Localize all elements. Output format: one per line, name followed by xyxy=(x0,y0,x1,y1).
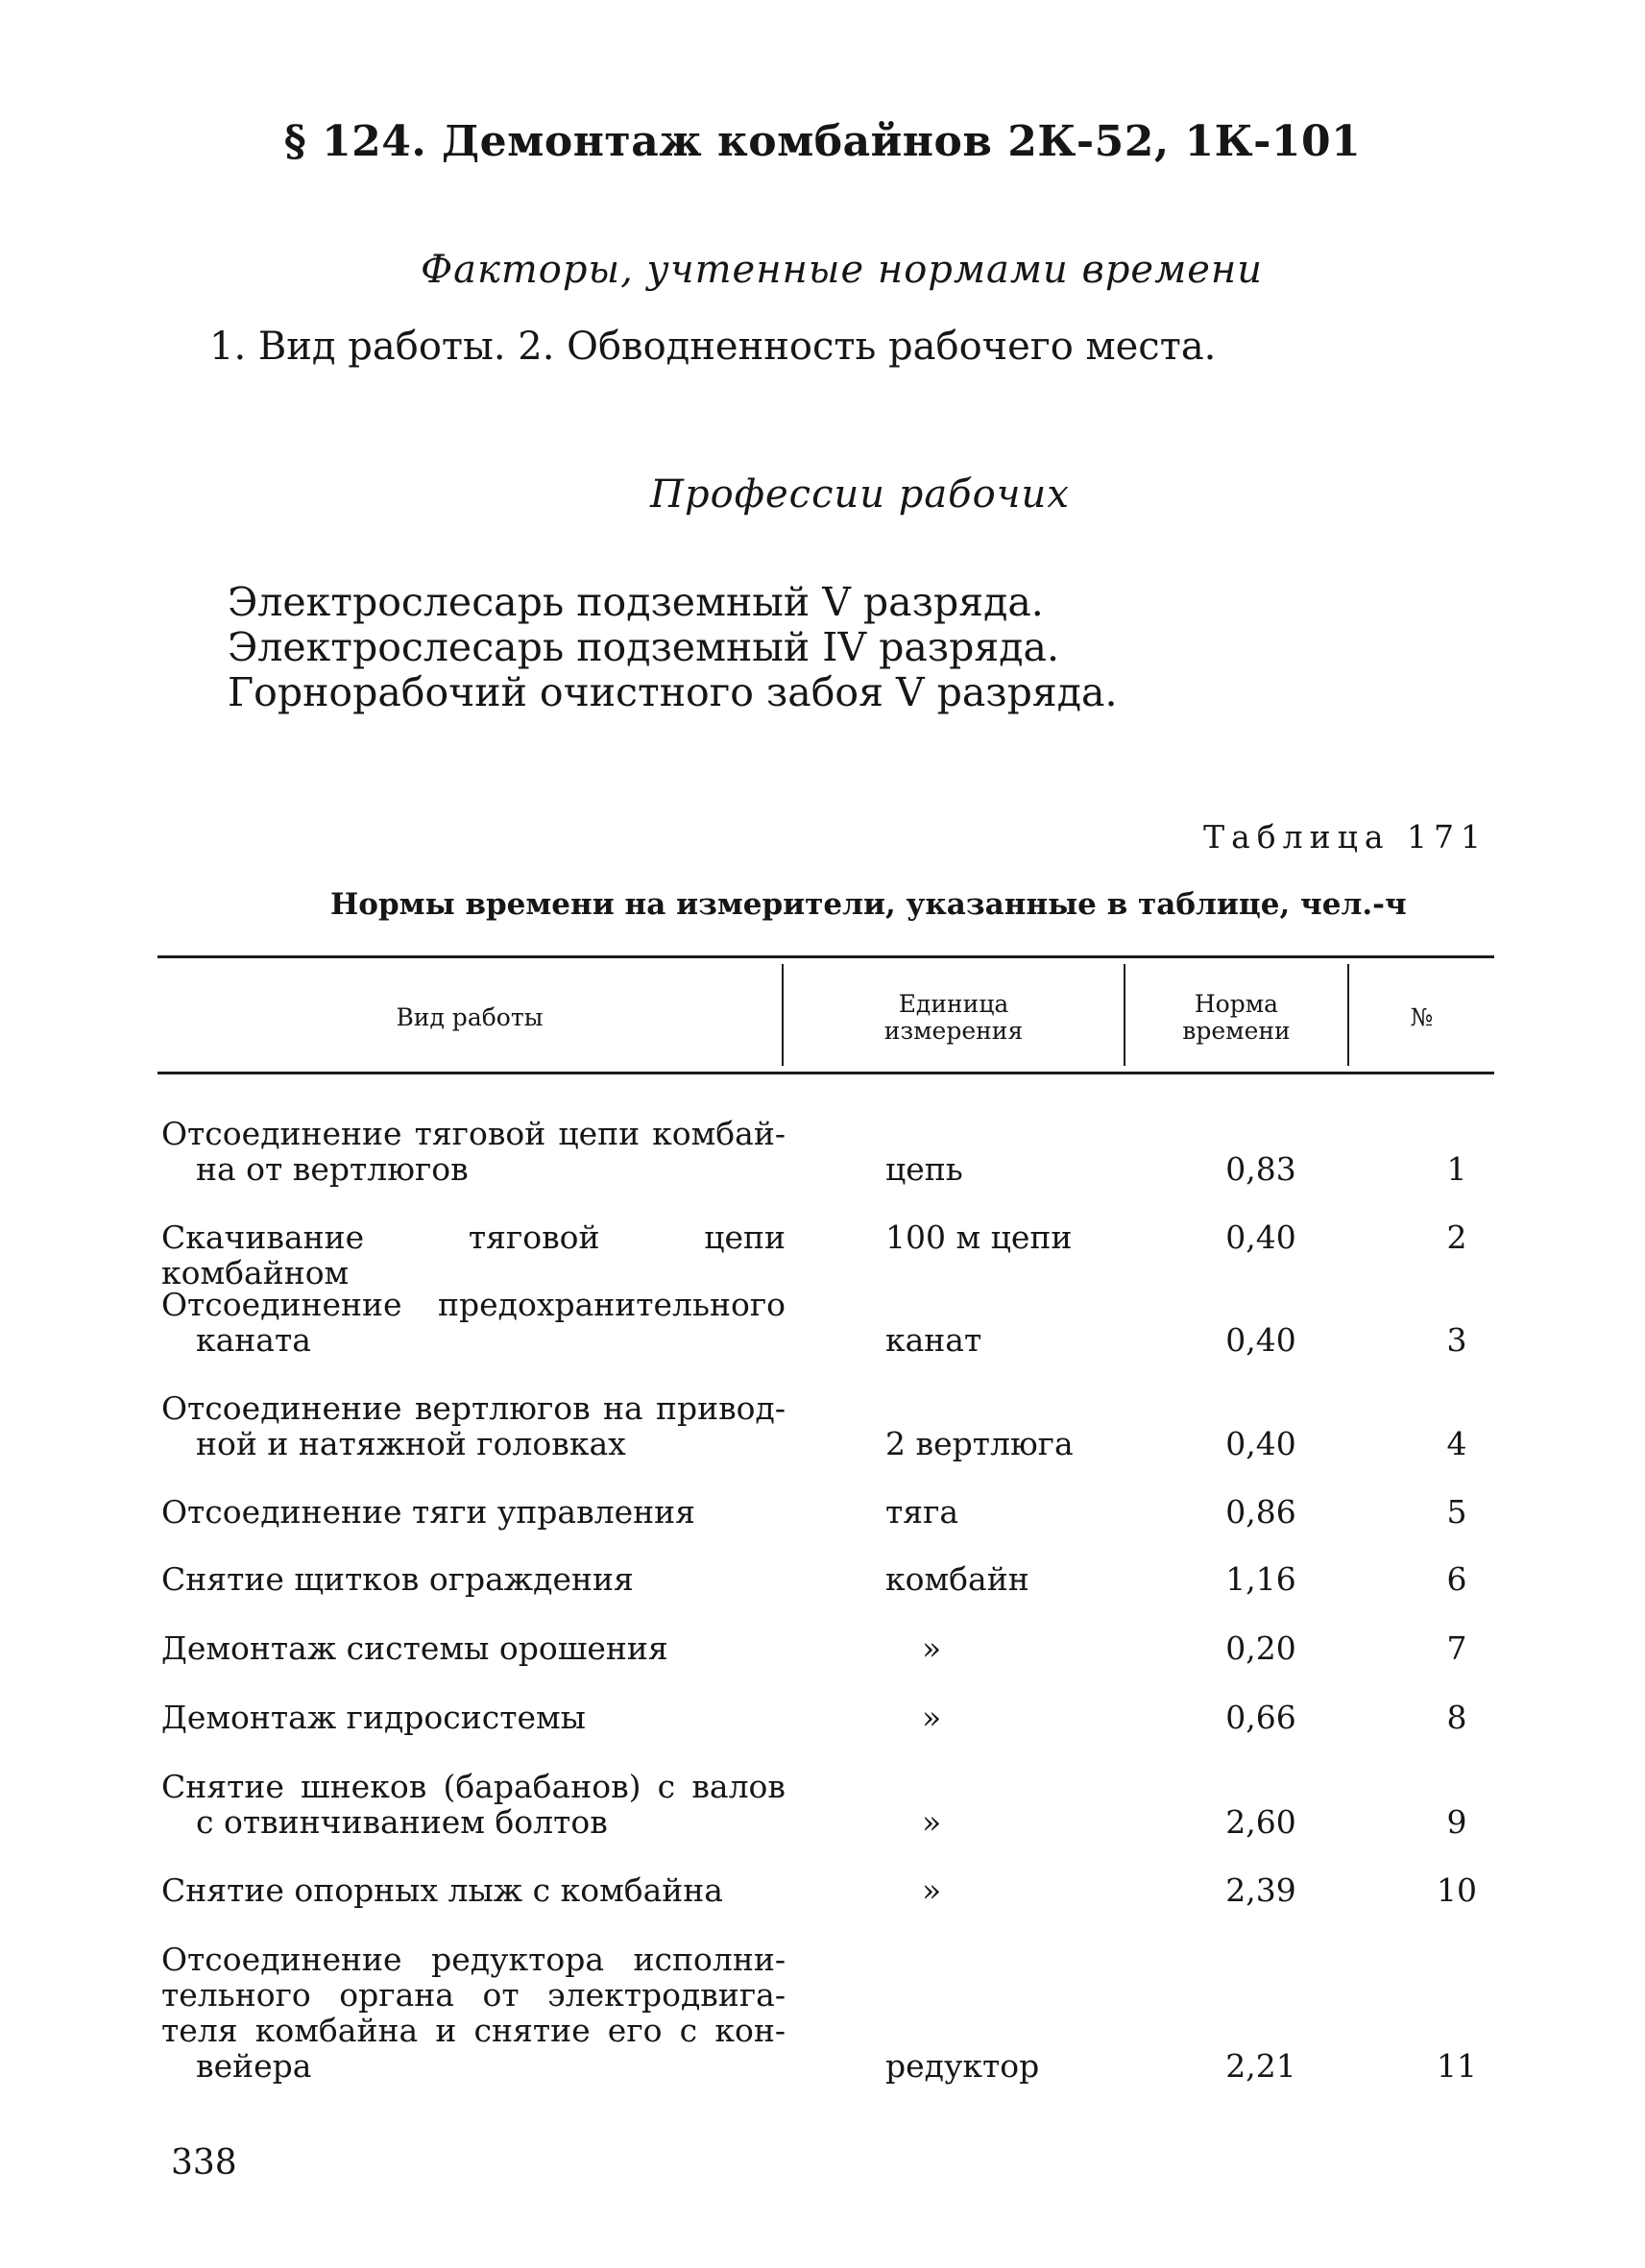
cell-unit: тяга xyxy=(885,1493,959,1531)
cell-unit: цепь xyxy=(885,1150,963,1188)
profession-item: Электрослесарь подземный IV разряда. xyxy=(228,624,1060,670)
cell-work-line: с отвинчиванием болтов xyxy=(196,1803,608,1841)
cell-unit: » xyxy=(922,1629,942,1667)
cell-norm: 0,40 xyxy=(1225,1321,1296,1359)
cell-work xyxy=(161,1561,786,1597)
factors-heading: Факторы, учтенные нормами времени xyxy=(420,248,1264,292)
cell-work-line: каната xyxy=(196,1321,311,1359)
cell-unit: редуктор xyxy=(885,2047,1040,2085)
cell-norm: 2,21 xyxy=(1225,2047,1296,2085)
page-number: 338 xyxy=(171,2143,237,2183)
cell-num: 8 xyxy=(1446,1699,1467,1736)
cell-work xyxy=(161,1942,786,2084)
cell-unit: 100 м цепи xyxy=(885,1218,1073,1256)
cell-work xyxy=(161,1769,786,1840)
cell-work xyxy=(161,1630,786,1666)
cell-work-line: Отсоединение вертлюгов на привод- xyxy=(161,1389,786,1427)
cell-work xyxy=(161,1494,786,1530)
cell-work-line: тельного органа от электродвига- xyxy=(161,1976,786,2014)
cell-work-line: теля комбайна и снятие его с кон- xyxy=(161,2012,786,2049)
cell-num: 10 xyxy=(1437,1871,1477,1909)
cell-norm: 0,66 xyxy=(1225,1699,1296,1736)
cell-work xyxy=(161,1219,786,1291)
cell-unit: » xyxy=(922,1699,942,1736)
cell-norm: 2,39 xyxy=(1225,1871,1296,1909)
cell-num: 9 xyxy=(1446,1803,1467,1841)
cell-norm: 0,20 xyxy=(1225,1629,1296,1667)
section-heading: § 124. Демонтаж комбайнов 2К-52, 1К-101 xyxy=(283,117,1362,166)
profession-item: Электрослесарь подземный V разряда. xyxy=(228,579,1044,625)
table-label: Таблица 171 xyxy=(1203,818,1488,856)
cell-num: 5 xyxy=(1446,1493,1467,1531)
cell-work-line: Снятие опорных лыж с комбайна xyxy=(161,1871,723,1909)
cell-norm: 0,86 xyxy=(1225,1493,1296,1531)
cell-num: 1 xyxy=(1446,1150,1467,1188)
factors-text: 1. Вид работы. 2. Обводненность рабочего места. xyxy=(209,325,1217,369)
cell-work-line: ной и натяжной головках xyxy=(196,1425,626,1462)
cell-norm: 0,40 xyxy=(1225,1218,1296,1256)
cell-work xyxy=(161,1700,786,1735)
cell-unit: комбайн xyxy=(885,1560,1029,1598)
cell-num: 6 xyxy=(1446,1560,1467,1598)
cell-work xyxy=(161,1872,786,1908)
cell-work xyxy=(161,1116,786,1187)
cell-work-line: Демонтаж системы орошения xyxy=(161,1629,668,1667)
cell-num: 4 xyxy=(1446,1425,1467,1462)
header-num-label: № xyxy=(1410,1003,1434,1031)
header-norm-label: Норма времени xyxy=(1182,990,1291,1045)
cell-work-line: Скачивание тяговой цепи комбайном xyxy=(161,1218,786,1291)
cell-work-line: Снятие щитков ограждения xyxy=(161,1560,634,1598)
cell-num: 7 xyxy=(1446,1629,1467,1667)
cell-norm: 1,16 xyxy=(1225,1560,1296,1598)
cell-norm: 2,60 xyxy=(1225,1803,1296,1841)
cell-work-line: Снятие шнеков (барабанов) с валов xyxy=(161,1768,786,1805)
cell-work xyxy=(161,1287,786,1358)
cell-norm: 0,40 xyxy=(1225,1425,1296,1462)
cell-num: 11 xyxy=(1437,2047,1477,2085)
cell-unit: » xyxy=(922,1871,942,1909)
cell-num: 3 xyxy=(1446,1321,1467,1359)
cell-work-line: Отсоединение тяги управления xyxy=(161,1493,695,1531)
cell-work-line: Демонтаж гидросистемы xyxy=(161,1699,586,1736)
cell-unit: канат xyxy=(885,1321,982,1359)
header-unit-label: Единица измерения xyxy=(883,990,1024,1045)
cell-unit: 2 вертлюга xyxy=(885,1425,1074,1462)
profession-item: Горнорабочий очистного забоя V разряда. xyxy=(228,669,1118,715)
cell-work-line: на от вертлюгов xyxy=(196,1150,469,1188)
table-caption: Нормы времени на измерители, указанные в таблице, чел.-ч xyxy=(330,887,1407,922)
cell-work xyxy=(161,1390,786,1461)
cell-work-line: Отсоединение предохранительного xyxy=(161,1286,786,1323)
cell-norm: 0,83 xyxy=(1225,1150,1296,1188)
cell-work-line: вейера xyxy=(196,2047,312,2085)
cell-work-line: Отсоединение редуктора исполни- xyxy=(161,1941,786,1978)
professions-heading: Профессии рабочих xyxy=(650,472,1070,517)
cell-unit: » xyxy=(922,1803,942,1841)
cell-num: 2 xyxy=(1446,1218,1467,1256)
cell-work-line: Отсоединение тяговой цепи комбай- xyxy=(161,1115,786,1152)
header-work-label: Вид работы xyxy=(396,1003,544,1031)
